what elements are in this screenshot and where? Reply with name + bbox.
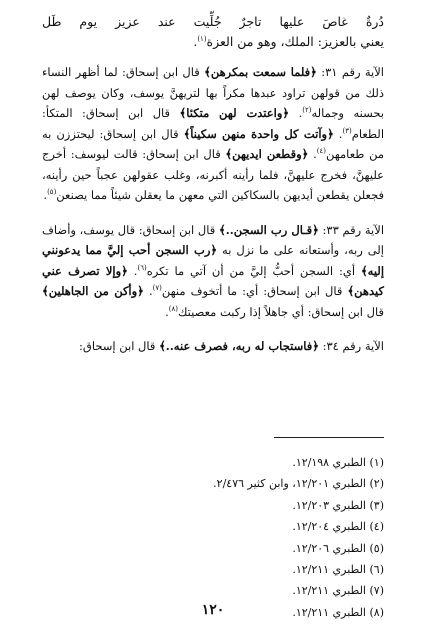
quran-quote: ﴿رب السجن أحب إليَّ مما يدعونني إليه﴾ [42, 243, 385, 278]
punctuation: . [143, 284, 153, 298]
poem-verse [42, 12, 384, 52]
verse-label: الآية رقم ٣٣: [318, 222, 385, 237]
footnote-ref: (٣) [342, 126, 352, 135]
footnote-ref: (١) [197, 34, 207, 43]
punctuation: . [193, 34, 198, 49]
footnote: (٣) الطبري ١٢/٢٠٣. [292, 498, 384, 512]
footnote: (٢) الطبري ١٢/٢٠١، وابن كثير ٢/٤٧٦. [213, 477, 384, 491]
footnote: (٤) الطبري ١٢/٢٠٤. [292, 520, 384, 534]
main-text [42, 12, 384, 357]
poem-line: دُرةٌ غاصَ عليها تاجرٌ جُلِّيت عند عزيز يوم طَل [42, 14, 384, 29]
quran-quote: ﴿وإلا تصرف عني كيدهن﴾ [42, 263, 384, 298]
commentary: قال ابن إسحاق: أي جاهلاً إذا ركبت معصيتك [177, 304, 384, 319]
quran-quote: ﴿قـال رب السجن..﴾ [218, 222, 319, 237]
commentary: أي: السجن أحبُّ إليَّ من أن آتي ما تكره [146, 263, 361, 278]
punctuation: . [333, 126, 343, 141]
footnote: (٥) الطبري ١٢/٢٠٦. [292, 541, 384, 555]
footnote-ref: (٥) [47, 188, 57, 197]
verse-label: الآية رقم ٣٤: [318, 339, 384, 353]
footnotes-list [42, 452, 384, 623]
footnote-divider [274, 437, 384, 438]
footnote: (٦) الطبري ١٢/٢١١. [292, 563, 384, 577]
quran-quote: ﴿فاستجاب له ربه، فصرف عنه..﴾ [159, 339, 319, 353]
footnote-ref: (٢) [302, 106, 312, 115]
quran-quote: ﴿وآتت كل واحدة منهن سكيناً﴾ [183, 126, 334, 141]
commentary: قال ابن إسحاق: أي: ما أتخوف منهن [161, 284, 348, 298]
quran-quote: ﴿فلما سمعت بمكرهن﴾ [204, 65, 317, 79]
footnote: (١) الطبري ١٢/١٩٨. [292, 456, 384, 469]
footnote-ref: (٤) [316, 147, 326, 156]
footnote: (٨) الطبري ١٢/٢١١. [292, 605, 384, 619]
quran-quote: ﴿وقطعن ايديهن﴾ [225, 147, 309, 161]
commentary: قال ابن إسحاق: المتكأ: الطعام [42, 106, 385, 141]
punctuation: . [308, 147, 317, 161]
punctuation: . [289, 106, 303, 120]
footnote-ref: (٦) [137, 263, 147, 272]
commentary: قال ابن إسحاق: قالت ليوسف: أخرج عليهنَّ، فخرج عليهنَّ، فلما رأينه أكبرنه، وغلب عقولهن عجباً حين رأينه، فجعلن يقطعن أيديهن بالسكاكين التي معهن ما يعقلن شيئاً مما يصنعن [42, 147, 384, 202]
commentary: قال ابن إسحاق: قال يوسف، وأضاف إلى ربه، وأستعانه على ما نزل به [42, 222, 384, 257]
verse-34-paragraph [42, 336, 384, 357]
verse-31-paragraph [42, 62, 384, 206]
verse-label: الآية رقم ٣١: [316, 65, 384, 79]
poem-explanation [42, 32, 384, 52]
commentary: قال ابن إسحاق: لما أظهر النساء ذلك من قولهن تراود عبدها مكراً بها لتريهنَّ يوسف، وكان يوصف لهن بحسنه وجماله [42, 65, 384, 120]
verse-33-paragraph [42, 220, 384, 323]
quran-quote: ﴿واعتدت لهن متكئا﴾ [179, 106, 290, 120]
commentary: قال ابن إسحاق: [79, 339, 160, 353]
punctuation: . [127, 263, 138, 278]
punctuation: . [165, 304, 169, 319]
punctuation: . [43, 188, 48, 202]
commentary: قال ابن إسحاق: ليحتززن به من طعامهن [42, 126, 384, 161]
page-number: ١٢٠ [201, 602, 225, 618]
footnote-ref: (٧) [152, 284, 162, 293]
footnote-ref: (٨) [168, 304, 178, 313]
footnote: (٧) الطبري ١٢/٢١١. [292, 584, 384, 598]
poem-explanation-text: يعني بالعزيز: الملك، وهو من العزة [206, 34, 384, 49]
quran-quote: ﴿وأكن من الجاهلين﴾ [42, 284, 144, 298]
